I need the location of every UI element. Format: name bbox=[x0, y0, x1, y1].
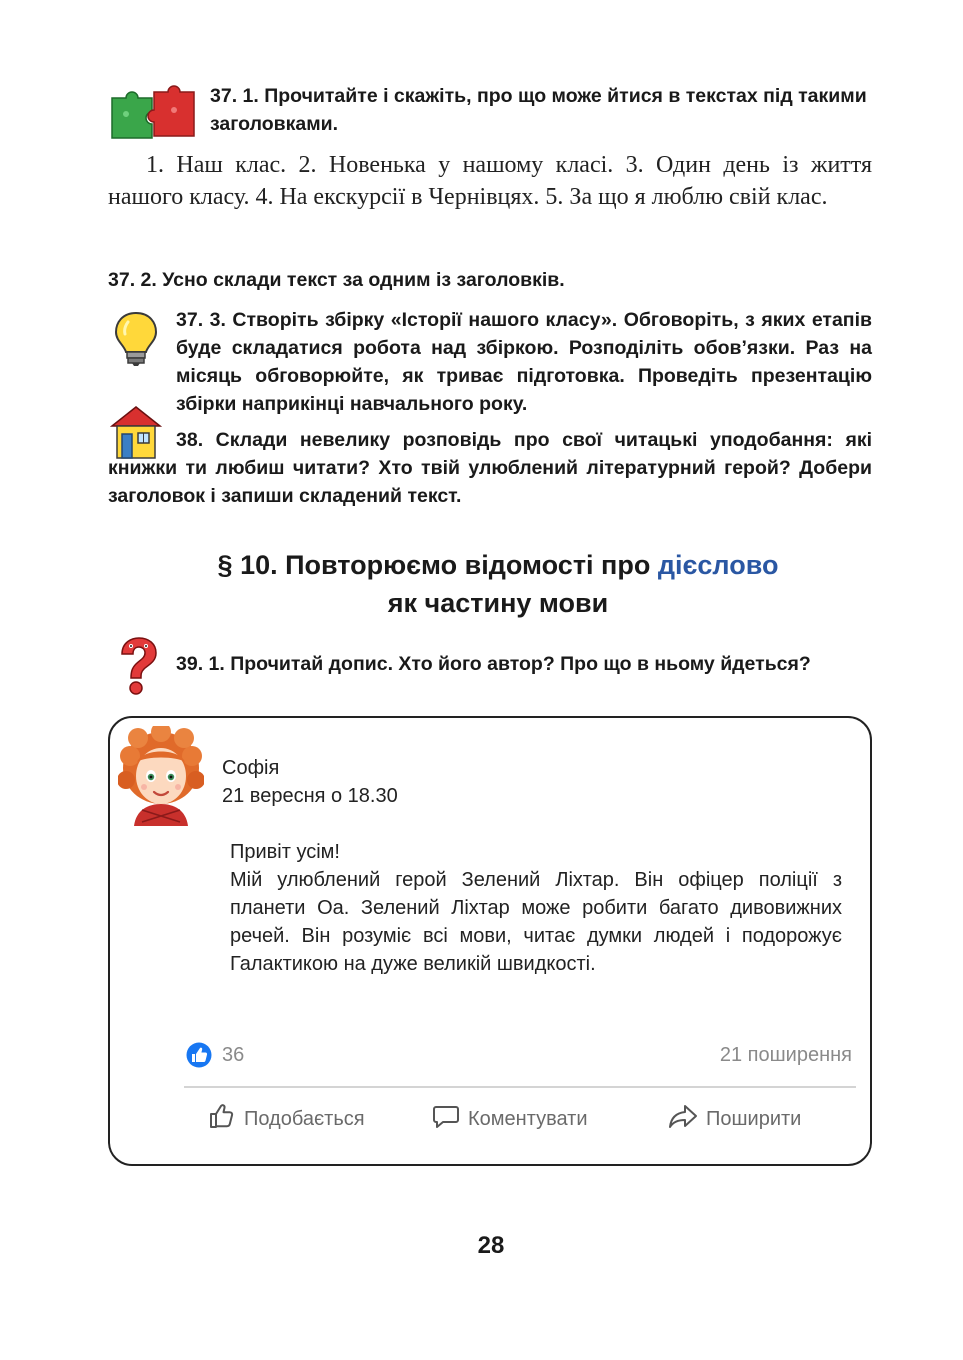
page-number: 28 bbox=[477, 1232, 505, 1259]
task-37-3-instruction bbox=[176, 306, 872, 418]
puzzle-icon bbox=[108, 84, 198, 142]
lightbulb-icon bbox=[112, 310, 160, 368]
like-button-label: Подобається bbox=[244, 1107, 365, 1130]
task-text: Склади невелику розповідь про свої читацькі уподобання: які книжки ти любиш читати? Хто твій улюблений літературний герой? Добери заголовок і запиши складений текст. bbox=[108, 429, 872, 507]
divider bbox=[184, 1086, 856, 1088]
avatar bbox=[118, 726, 204, 826]
task-39-1-instruction bbox=[176, 650, 872, 678]
social-post-card bbox=[108, 716, 872, 1166]
post-timestamp[interactable]: 21 вересня о 18.30 bbox=[222, 785, 398, 807]
like-button[interactable] bbox=[208, 1102, 365, 1136]
task-37-1-body: 1. Наш клас. 2. Новенька у нашому класі. 3. Один день із життя нашого класу. 4. На екскурсії в Чернівцях. 5. За що я люблю свій клас. bbox=[108, 152, 872, 210]
section-heading-line-1: § 10. Повторюємо відомості про дієслово bbox=[217, 550, 779, 580]
thumbs-up-outline-icon bbox=[208, 1102, 236, 1136]
task-text: Прочитайте і скажіть, про що може йтися в текстах під такими заголовками. bbox=[210, 85, 867, 135]
share-icon bbox=[668, 1102, 698, 1136]
task-37-2-instruction bbox=[108, 266, 872, 294]
section-heading-line-2: як частину мови bbox=[387, 588, 609, 618]
comment-icon bbox=[432, 1102, 460, 1136]
share-button[interactable] bbox=[668, 1102, 801, 1136]
question-mark-icon bbox=[114, 636, 160, 696]
task-number: 38. bbox=[176, 429, 204, 451]
thumbs-up-icon bbox=[186, 1042, 212, 1068]
section-heading bbox=[108, 546, 888, 622]
task-text: Усно склади текст за одним із заголовків. bbox=[162, 269, 565, 291]
task-number: 37. 2. bbox=[108, 269, 157, 291]
task-38-instruction bbox=[108, 426, 872, 510]
share-button-label: Поширити bbox=[706, 1107, 802, 1130]
post-body bbox=[230, 838, 842, 978]
post-message: Мій улюблений герой Зелений Ліхтар. Він офіцер поліції з планети Оа. Зелений Ліхтар може робити багато дивовижних речей. Він розуміє всі мови, читає думки людей і подорожує Галактикою на дуже великій швидкості. bbox=[230, 869, 842, 975]
post-greeting: Привіт усім! bbox=[230, 841, 340, 863]
highlighted-term: дієслово bbox=[657, 550, 779, 580]
comment-button[interactable] bbox=[432, 1102, 588, 1136]
task-number: 39. 1. bbox=[176, 653, 225, 675]
task-text: Прочитай допис. Хто його автор? Про що в ньому йдеться? bbox=[230, 653, 811, 675]
comment-button-label: Коментувати bbox=[468, 1107, 588, 1130]
shares-count[interactable]: 21 поширення bbox=[719, 1044, 852, 1066]
likes-count: 36 bbox=[222, 1043, 245, 1066]
post-author[interactable]: Софія bbox=[222, 757, 280, 779]
task-number: 37. 1. bbox=[210, 85, 259, 107]
task-37-1-instruction bbox=[210, 82, 872, 138]
likes-summary[interactable] bbox=[186, 1042, 244, 1068]
task-text: Створіть збірку «Історії нашого класу». Обговоріть, з яких етапів буде складатися робота над збіркою. Розподіліть обов’язки. Раз на місяць обговорюйте, як триває підготовка. Проведіть презентацію збірки наприкінці навчального року. bbox=[176, 309, 872, 415]
task-number: 37. 3. bbox=[176, 309, 226, 331]
